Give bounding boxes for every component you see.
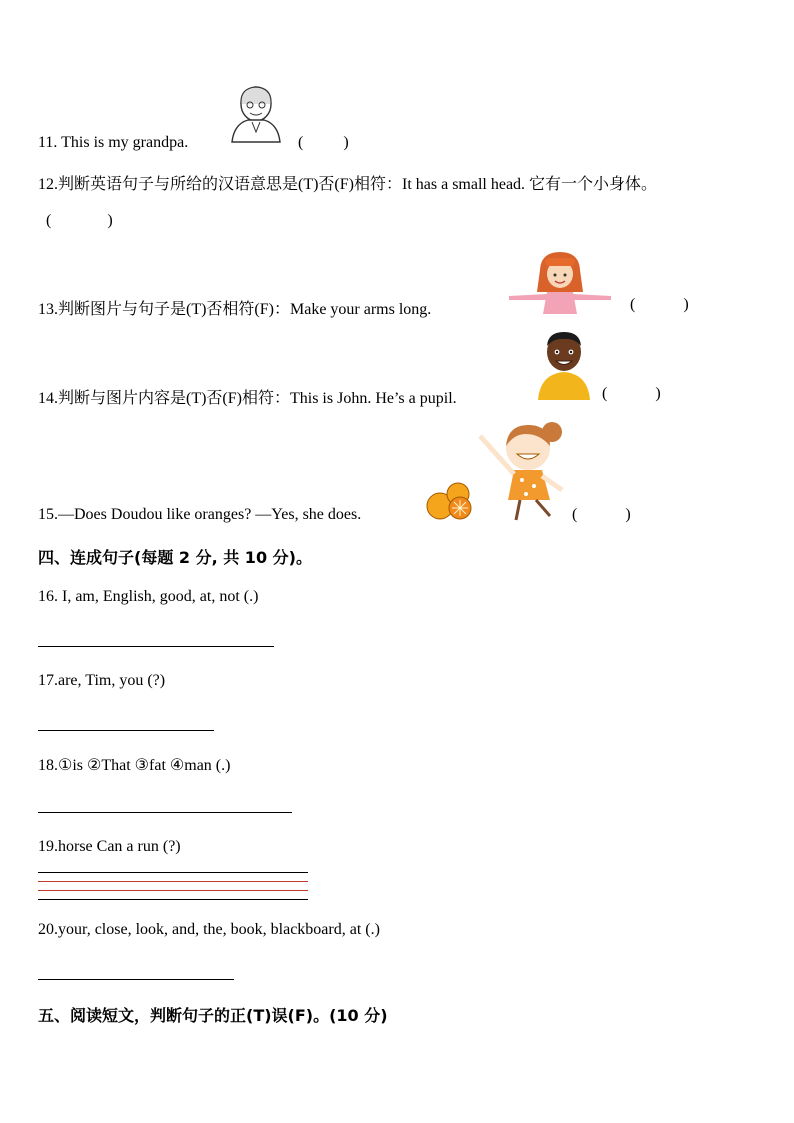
- question-19: 19.horse Can a run (?): [38, 838, 181, 855]
- answer-paren-11[interactable]: ( ): [298, 134, 349, 151]
- girl-arms-out-illustration: [505, 250, 615, 314]
- boy-illustration: [534, 328, 594, 400]
- girl-with-oranges-illustration: [422, 416, 567, 522]
- question-14: 14.判断与图片内容是(T)否(F)相符：This is John. He’s a pupil.: [38, 390, 457, 407]
- question-15: 15.—Does Doudou like oranges? —Yes, she does.: [38, 506, 362, 523]
- section-4-heading: 四、连成句子(每题 2 分, 共 10 分)。: [38, 548, 312, 567]
- answer-line-18[interactable]: [38, 812, 292, 813]
- four-line-writing-grid[interactable]: [38, 872, 308, 908]
- question-20: 20.your, close, look, and, the, book, blackboard, at (.): [38, 921, 380, 938]
- answer-paren-13[interactable]: ( ): [630, 296, 689, 313]
- answer-line-17[interactable]: [38, 730, 214, 731]
- section-5-heading: 五、阅读短文，判断句子的正(T)误(F)。(10 分): [38, 1006, 388, 1025]
- answer-paren-14[interactable]: ( ): [602, 385, 661, 402]
- answer-line-20[interactable]: [38, 979, 234, 980]
- question-17: 17.are, Tim, you (?): [38, 672, 166, 689]
- question-11: 11. This is my grandpa.: [38, 134, 189, 151]
- answer-line-16[interactable]: [38, 646, 274, 647]
- question-16: 16. I, am, English, good, at, not (.): [38, 588, 259, 605]
- answer-paren-15[interactable]: ( ): [572, 506, 631, 523]
- question-12: 12.判断英语句子与所给的汉语意思是(T)否(F)相符：It has a small head. 它有一个小身体。: [38, 176, 658, 193]
- answer-paren-12[interactable]: ( ): [46, 212, 113, 229]
- grandpa-illustration: [228, 82, 284, 144]
- question-13: 13.判断图片与句子是(T)否相符(F)：Make your arms long.: [38, 301, 432, 318]
- question-18: 18.①is ②That ③fat ④man (.): [38, 757, 231, 774]
